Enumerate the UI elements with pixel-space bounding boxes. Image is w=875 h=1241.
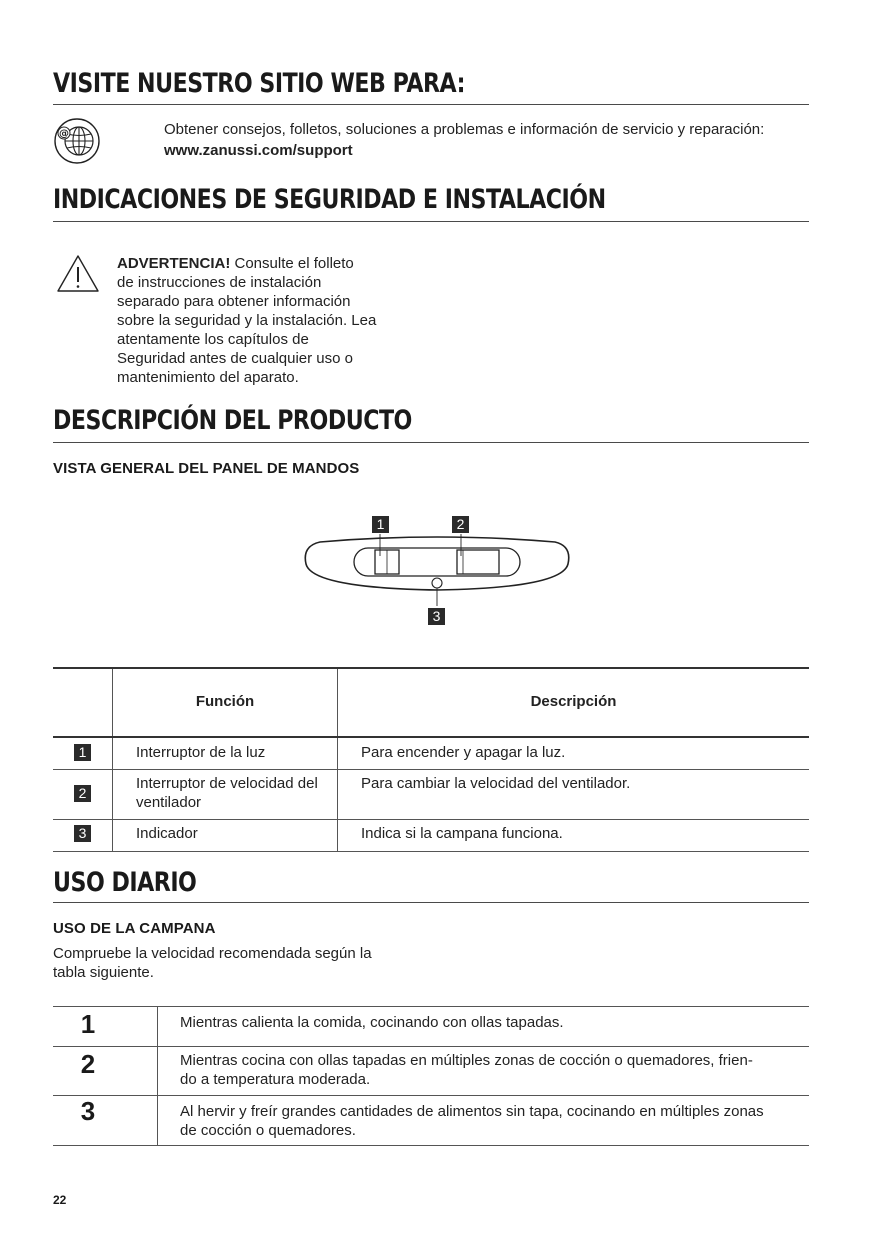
warning-line-7: mantenimiento del aparato. (117, 369, 299, 386)
table-row-rule (53, 819, 809, 820)
table-top-rule (53, 667, 809, 669)
control-panel-subheading: VISTA GENERAL DEL PANEL DE MANDOS (53, 460, 360, 477)
svg-text:@: @ (59, 128, 69, 140)
website-heading: VISITE NUESTRO SITIO WEB PARA: (53, 68, 465, 99)
warning-text-start: Consulte el folleto (230, 255, 354, 272)
row-description: Indica si la campana funciona. (361, 825, 563, 842)
warning-label: ADVERTENCIA! (117, 255, 231, 272)
warning-line-5: atentamente los capítulos de (117, 331, 309, 348)
warning-icon (56, 254, 100, 294)
warning-line-2: de instrucciones de instalación (117, 274, 322, 291)
row-number-badge: 1 (74, 744, 91, 761)
page-number: 22 (53, 1193, 67, 1207)
speed-number: 3 (80, 1096, 96, 1126)
website-heading-rule (53, 104, 809, 105)
row-function: Indicador (136, 825, 198, 842)
intro-line-1: Compruebe la velocidad recomendada según la (53, 945, 372, 962)
safety-heading-rule (53, 221, 809, 222)
speed-description-line-2: de cocción o quemadores. (180, 1122, 356, 1139)
daily-use-heading: USO DIARIO (53, 867, 197, 898)
speed-number: 1 (80, 1009, 96, 1039)
hood-use-subheading: USO DE LA CAMPANA (53, 920, 216, 937)
table-row-rule (53, 769, 809, 770)
row-function: Interruptor de la luz (136, 744, 266, 761)
callout-2: 2 (452, 516, 469, 533)
product-heading-rule (53, 442, 809, 443)
daily-use-heading-rule (53, 902, 809, 903)
speed-table-bottom-rule (53, 1145, 809, 1146)
warning-line-3: separado para obtener información (117, 293, 351, 310)
warning-line-1 (117, 254, 354, 273)
row-number-badge: 2 (74, 785, 91, 802)
speed-description: Mientras calienta la comida, cocinando con ollas tapadas. (180, 1014, 564, 1031)
row-function-line-2: ventilador (136, 794, 202, 811)
row-function-line-1: Interruptor de velocidad del (136, 775, 318, 792)
header-descripcion: Descripción (530, 693, 617, 710)
speed-table-col-divider (157, 1006, 158, 1145)
callout-3: 3 (428, 608, 445, 625)
indicator-lamp (432, 578, 442, 588)
speed-table-top-rule (53, 1006, 809, 1007)
speed-number: 2 (80, 1049, 96, 1079)
header-funcion: Función (195, 693, 255, 710)
row-number-badge: 3 (74, 825, 91, 842)
row-description: Para encender y apagar la luz. (361, 744, 566, 761)
warning-line-6: Seguridad antes de cualquier uso o (117, 350, 354, 367)
intro-line-2: tabla siguiente. (53, 964, 154, 981)
speed-row-rule (53, 1095, 809, 1096)
website-description: Obtener consejos, folletos, soluciones a problemas e información de servicio y reparación: (164, 121, 765, 138)
product-heading: DESCRIPCIÓN DEL PRODUCTO (53, 405, 412, 436)
speed-row-rule (53, 1046, 809, 1047)
support-link[interactable]: www.zanussi.com/support (164, 142, 353, 159)
table-bottom-rule (53, 851, 809, 852)
table-header-rule (53, 736, 809, 738)
row-description: Para cambiar la velocidad del ventilador. (361, 775, 631, 792)
speed-description-line-2: do a temperatura moderada. (180, 1071, 371, 1088)
speed-description-line-1: Al hervir y freír grandes cantidades de alimentos sin tapa, cocinando en múltiples zonas (180, 1103, 764, 1120)
safety-heading: INDICACIONES DE SEGURIDAD E INSTALACIÓN (53, 184, 606, 215)
callout-1: 1 (372, 516, 389, 533)
warning-line-4: sobre la seguridad y la instalación. Lea (117, 312, 377, 329)
speed-description-line-1: Mientras cocina con ollas tapadas en múltiples zonas de cocción o quemadores, frien- (180, 1052, 753, 1069)
globe-icon (53, 117, 101, 165)
